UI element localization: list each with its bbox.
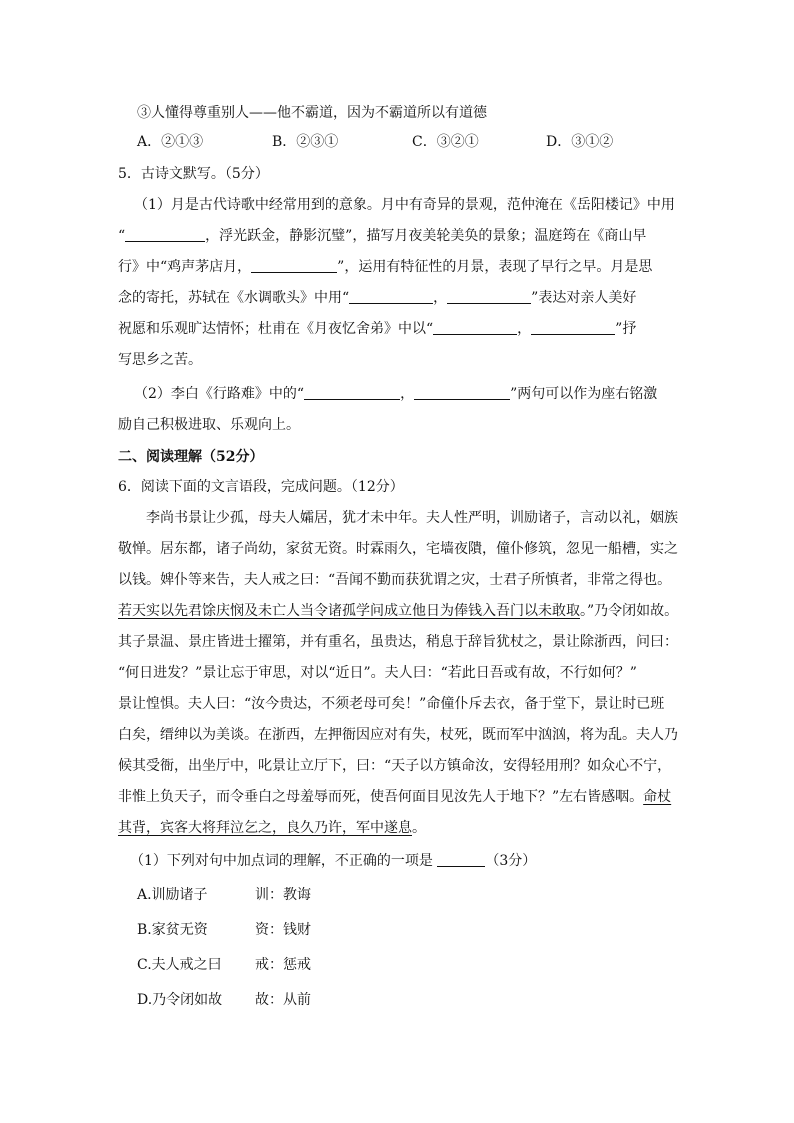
- q5-p1-line-3: 行》中“鸡声茅店月， ”，运用有特征性的月景，表现了早行之早。月是思: [118, 259, 653, 275]
- answer-blank[interactable]: [437, 852, 485, 867]
- choice-d: D.乃令闭如故 故：从前: [137, 992, 311, 1008]
- passage-line: 景让惶惧。夫人曰：“汝今贵达，不须老母可矣！”命僮仆斥去衣，备于堂下，景让时已班: [118, 696, 665, 712]
- answer-blank[interactable]: [251, 258, 337, 273]
- q4-option-a: A．②①③: [137, 134, 204, 150]
- passage-line: 白矣，缙绅以为美谈。在浙西，左押衙因应对有失，杖死，既而军中汹汹，将为乱。夫人乃: [118, 727, 678, 743]
- q6-sub1-stem: （1）下列对句中加点词的理解，不正确的一项是 （3分）: [130, 853, 537, 869]
- answer-blank[interactable]: [531, 320, 615, 335]
- q4-options: [137, 132, 657, 152]
- q5-p1-line-4: 念的寄托，苏轼在《水调歌头》中用“ ， ”表达对亲人美好: [118, 290, 637, 306]
- answer-blank[interactable]: [349, 289, 433, 304]
- underlined-sentence: 命杖: [643, 789, 672, 805]
- q5-p1-line-1: （1）月是古代诗歌中经常用到的意象。月中有奇异的景观，范仲淹在《岳阳楼记》中用: [134, 197, 675, 213]
- answer-blank[interactable]: [414, 385, 510, 400]
- choice-b: B.家贫无资 资：钱财: [137, 922, 311, 938]
- q5-stem: 5．古诗文默写。（5分）: [118, 166, 269, 182]
- passage-line: 李尚书景让少孤，母夫人孀居，犹才未中年。夫人性严明，训励诸子，言动以礼，姻族: [146, 510, 678, 526]
- q4-option-c: C．③②①: [412, 134, 479, 150]
- underlined-sentence: 若天实以先君馀庆悯及未亡人当令诸孤学问成立他日为俸钱入吾门以未敢取: [118, 603, 580, 619]
- choice-c: C.夫人戒之曰 戒：惩戒: [137, 957, 311, 973]
- q5-p1-line-5: 祝愿和乐观旷达情怀；杜甫在《月夜忆舍弟》中以“ ， ”抒: [118, 321, 637, 337]
- passage-line: 以钱。婢仆等来告，夫人戒之曰：“吾闻不勤而获犹谓之灾，士君子所慎者，非常之得也。: [118, 572, 672, 588]
- passage-line: 其子景温、景庄皆进士擢第，并有重名，虽贵达，稍息于辞旨犹杖之，景让除浙西，问曰：: [118, 634, 678, 650]
- q5-p1-line-6: 写思乡之苦。: [118, 352, 202, 368]
- q5-p2-line-1: （2）李白《行路难》中的“ ， ”两句可以作为座右铭激: [134, 386, 658, 402]
- section-heading: 二、阅读理解（52分）: [118, 449, 264, 465]
- passage-line: 其背，宾客大将拜泣乞之，良久乃许，军中遂息。: [118, 820, 426, 836]
- passage-line: 若天实以先君馀庆悯及未亡人当令诸孤学问成立他日为俸钱入吾门以未敢取。”乃令闭如故。: [118, 603, 679, 619]
- passage-line: 非惟上负天子，而令垂白之母羞辱而死，使吾何面目见汝先人于地下？”左右皆感咽。命杖: [118, 789, 672, 805]
- passage-line: “何日进发？”景让忘于审思，对以“近日”。夫人曰：“若此日吾或有故，不行如何？”: [118, 665, 637, 681]
- q5-p2-line-2: 励自己积极进取、乐观向上。: [118, 417, 300, 433]
- answer-blank[interactable]: [433, 320, 517, 335]
- q4-option-d: D．③①②: [546, 134, 614, 150]
- q5-p1-line-2: “ ，浮光跃金，静影沉璧”，描写月夜美轮美奂的景象；温庭筠在《商山早: [118, 228, 647, 244]
- passage-line: 敬惮。居东都，诸子尚幼，家贫无资。时霖雨久，宅墙夜隤，僮仆修筑，忽见一船槽，实之: [118, 541, 678, 557]
- q4-option-b: B．②③①: [272, 134, 339, 150]
- passage-line: 候其受衙，出坐厅中，叱景让立厅下，曰：“天子以方镇命汝，安得轻用刑？如众心不宁，: [118, 758, 672, 774]
- choice-a: A.训励诸子 训：教诲: [137, 887, 311, 903]
- answer-blank[interactable]: [304, 385, 400, 400]
- q6-stem: 6．阅读下面的文言语段，完成问题。（12分）: [118, 479, 404, 495]
- underlined-sentence: 其背，宾客大将拜泣乞之，良久乃许，军中遂息: [118, 820, 412, 836]
- q4-item-3: ③人懂得尊重别人——他不霸道，因为不霸道所以有道德: [137, 105, 487, 121]
- answer-blank[interactable]: [447, 289, 531, 304]
- answer-blank[interactable]: [125, 227, 205, 242]
